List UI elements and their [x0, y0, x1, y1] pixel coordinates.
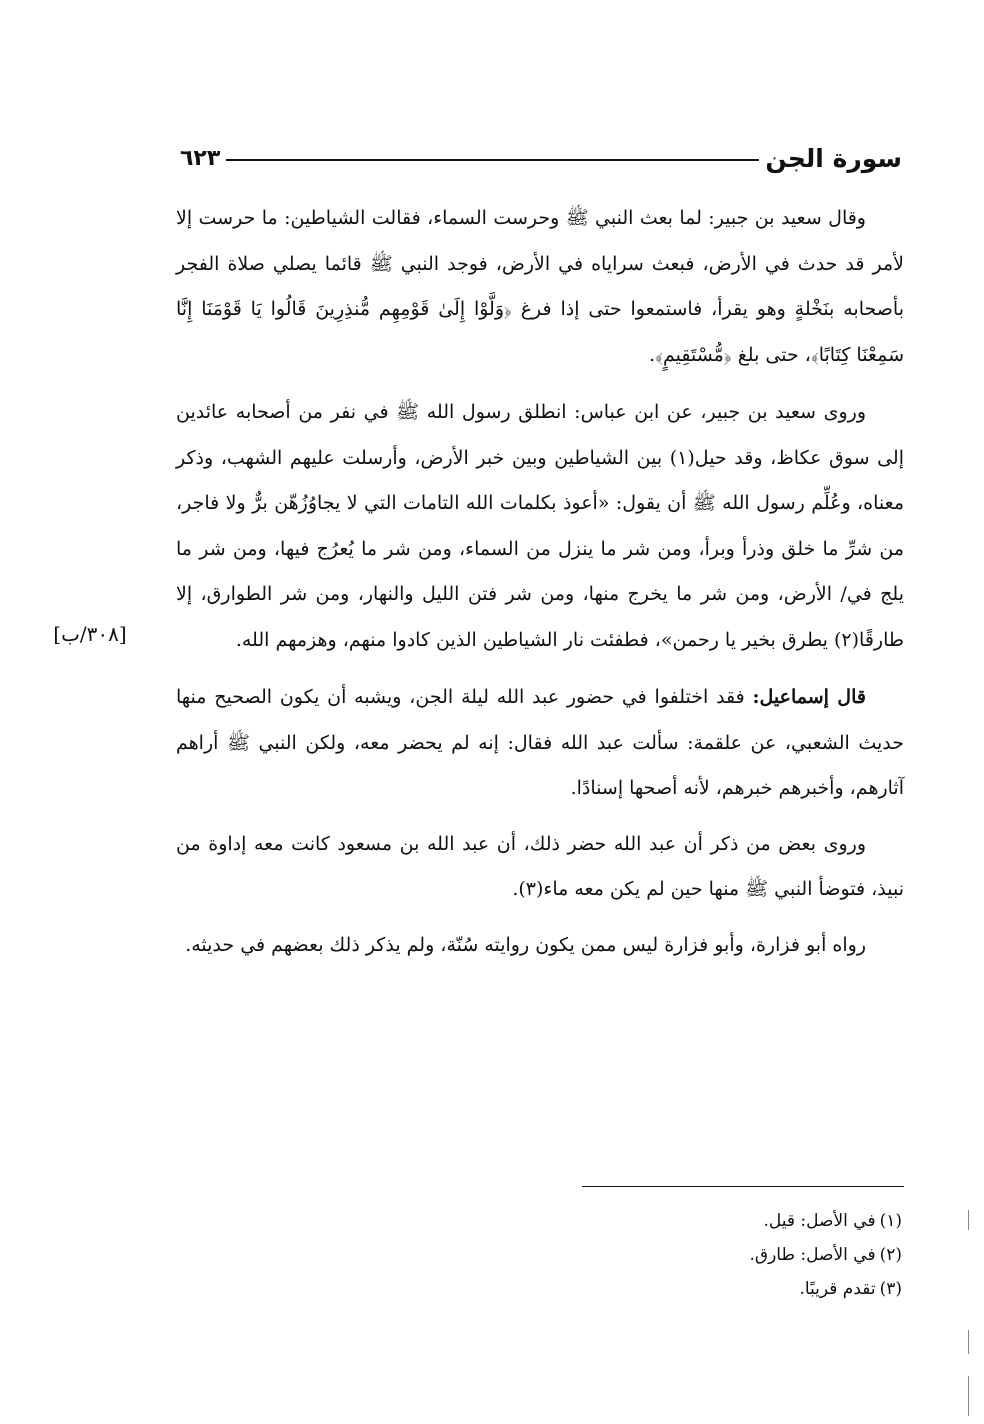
footnote [560, 1204, 902, 1238]
manuscript-folio-marker: [٣٠٨/ب] [53, 622, 127, 646]
paragraph-ibn-abbas: وروى سعيد بن جبير، عن ابن عباس: انطلق رسول الله ﷺ في نفر من أصحابه عائدين إلى سوق عكاظ، وقد حيل(١) بين الشياطين وبين خبر الأرض، وأرسلت عليهم الشهب، وذكر معناه، وعُلِّم رسول الله ﷺ أن يقول: «أعوذ بكلمات الله التامات التي لا يجاوُزُهّن برٌّ ولا فاجر، من شرِّ ما خلق وذرأ وبرأ، ومن شر ما ينزل من السماء، ومن شر ما يُعرُج فيها، ومن شر ما يلج في/ الأرض، ومن شر ما يخرج منها، ومن شر فتن الليل والنهار، ومن شر الطوارق، إلا طارقًا(٢) يطرق بخير يا رحمن»، فطفئت نار الشياطين الذين كادوا منهم، وهزمهم الله. [176, 401, 905, 651]
footnote [560, 1272, 902, 1306]
footnotes [560, 1204, 902, 1306]
footnote-text: في الأصل: طارق. [749, 1245, 876, 1265]
main-text [176, 196, 904, 978]
scan-edge-mark [968, 1376, 969, 1416]
scan-edge-mark [968, 1330, 969, 1354]
footnote [560, 1238, 902, 1272]
footnote-number: (١) [879, 1211, 902, 1231]
footnote-text: في الأصل: قيل. [763, 1211, 876, 1231]
paragraph-ibn-masud: وروى بعض من ذكر أن عبد الله حضر ذلك، أن عبد الله بن مسعود كانت معه إداوة من نبيذ، فتوضأ النبي ﷺ منها حين لم يكن معه ماء(٣). [176, 832, 904, 900]
footnote-number: (٣) [879, 1279, 902, 1299]
surah-title: سورة الجن [765, 143, 902, 173]
scan-edge-mark [968, 1210, 969, 1230]
paragraph-ismail-text: فقد اختلفوا في حضور عبد الله ليلة الجن، ويشبه أن يكون الصحيح منها حديث الشعبي، عن علقمة: سألت عبد الله فقال: إنه لم يحضر معه، ولكن النبي ﷺ أراهم آثارهم، وأخبرهم خبرهم، لأنه أصحها إسنادًا. [176, 686, 904, 799]
footnote-text: تقدم قريبًا. [799, 1279, 876, 1299]
page-number: ٦٢٣ [180, 145, 221, 171]
speaker-label: قال إسماعيل: [752, 686, 866, 708]
paragraph-said-ibn-jubayr: وقال سعيد بن جبير: لما بعث النبي ﷺ وحرست السماء، فقالت الشياطين: ما حرست إلا لأمر قد حدث في الأرض، فبعث سراياه في الأرض، فوجد النبي ﷺ قائما يصلي صلاة الفجر بأصحابه بنَخْلةٍ وهو يقرأ، فاستمعوا حتى إذا فرغ ﴿وَلَّوْا إِلَىٰ قَوْمِهِم مُّنذِرِينَ قَالُوا يَا قَوْمَنَا إِنَّا سَمِعْنَا كِتَابًا﴾، حتى بلغ ﴿مُّسْتَقِيمٍ﴾. [176, 207, 904, 366]
running-header [180, 138, 902, 178]
footnote-number: (٢) [879, 1245, 902, 1265]
footnote-separator [582, 1186, 904, 1187]
paragraph-ismail [176, 675, 904, 812]
header-rule [226, 159, 759, 161]
paragraph-abu-fazara: رواه أبو فزارة، وأبو فزارة ليس ممن يكون روايته سُنّة، ولم يذكر ذلك بعضهم في حديثه. [185, 933, 866, 956]
